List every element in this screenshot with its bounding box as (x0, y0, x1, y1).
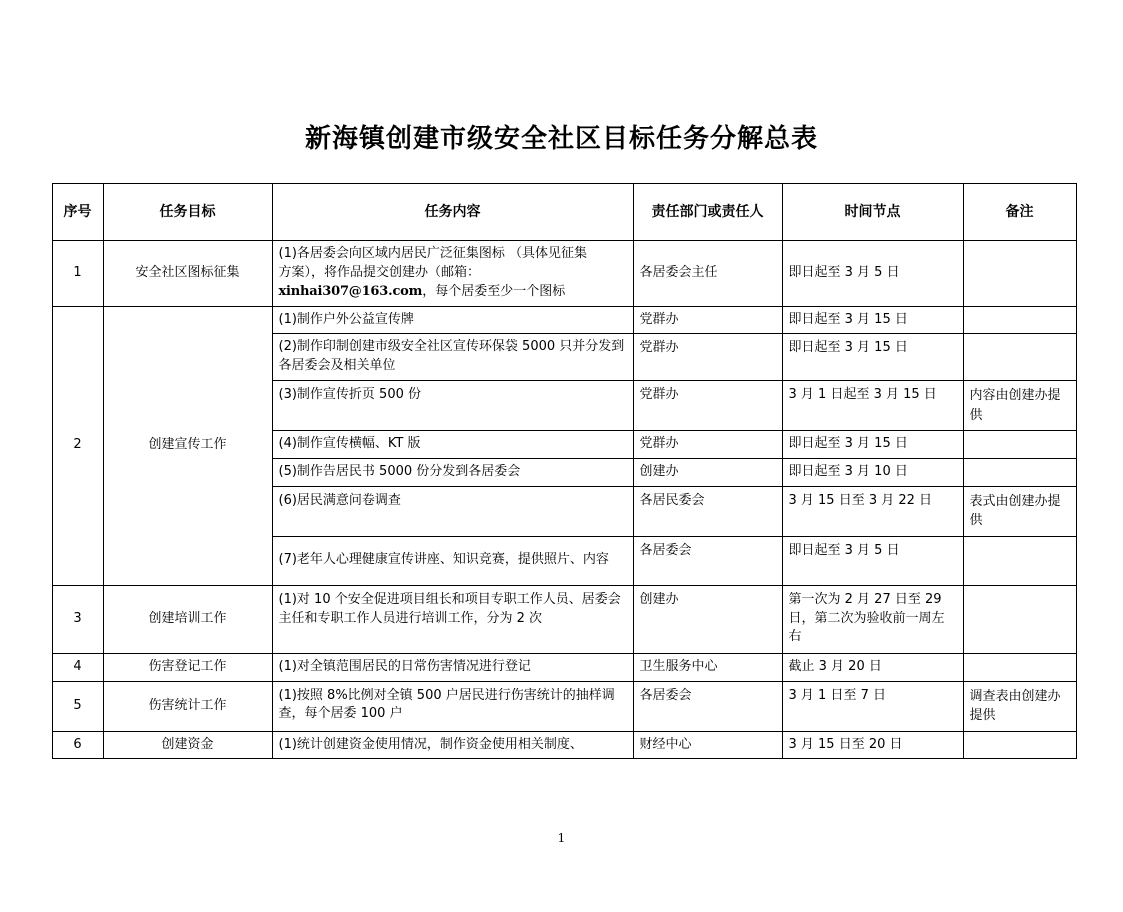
cell-time: 3 月 15 日至 20 日 (782, 731, 963, 759)
cell-time: 即日起至 3 月 5 日 (782, 241, 963, 307)
cell-note (963, 653, 1076, 681)
cell-time: 即日起至 3 月 15 日 (782, 431, 963, 459)
cell-seq: 2 (52, 306, 103, 585)
cell-dept: 党群办 (633, 381, 782, 431)
cell-goal: 创建培训工作 (103, 585, 272, 653)
task-breakdown-table (52, 183, 1077, 759)
table-header (52, 184, 1076, 241)
cell-content: (1)按照 8%比例对全镇 500 户居民进行伤害统计的抽样调查，每个居委 100 户 (272, 681, 633, 731)
cell-goal: 伤害统计工作 (103, 681, 272, 731)
column-header-seq: 序号 (52, 184, 103, 241)
cell-content: (1)对 10 个安全促进项目组长和项目专职工作人员、居委会主任和专职工作人员进行培训工作，分为 2 次 (272, 585, 633, 653)
cell-note (963, 306, 1076, 334)
page-number: 1 (557, 831, 566, 845)
cell-time: 即日起至 3 月 15 日 (782, 306, 963, 334)
cell-content (272, 241, 633, 307)
email-text: xinhai307@163.com (278, 283, 423, 299)
cell-seq: 4 (52, 653, 103, 681)
cell-content: (1)制作户外公益宣传牌 (272, 306, 633, 334)
cell-seq: 3 (52, 585, 103, 653)
column-header-goal: 任务目标 (103, 184, 272, 241)
content-line: (1)各居委会向区域内居民广泛征集图标 （具体见征集 (278, 246, 588, 261)
cell-time: 3 月 1 日至 7 日 (782, 681, 963, 731)
cell-time: 即日起至 3 月 5 日 (782, 536, 963, 585)
cell-dept: 各居委会 (633, 536, 782, 585)
cell-goal: 创建宣传工作 (103, 306, 272, 585)
cell-note (963, 334, 1076, 381)
cell-dept: 党群办 (633, 306, 782, 334)
task-table-container (52, 183, 1072, 759)
content-line: 方案），将作品提交创建办（邮箱： (278, 264, 481, 280)
column-header-time: 时间节点 (782, 184, 963, 241)
cell-content: (6)居民满意问卷调查 (272, 486, 633, 536)
table-header-row (52, 184, 1076, 241)
cell-note (963, 585, 1076, 653)
cell-note (963, 241, 1076, 307)
cell-note (963, 458, 1076, 486)
cell-dept: 各居委会主任 (633, 241, 782, 307)
content-line-with-email (279, 283, 627, 302)
cell-note: 内容由创建办提供 (963, 381, 1076, 431)
cell-dept: 创建办 (633, 585, 782, 653)
cell-dept: 党群办 (633, 334, 782, 381)
cell-dept: 创建办 (633, 458, 782, 486)
cell-goal: 安全社区图标征集 (103, 241, 272, 307)
cell-content: (1)统计创建资金使用情况，制作资金使用相关制度、 (272, 731, 633, 759)
cell-time: 即日起至 3 月 15 日 (782, 334, 963, 381)
cell-seq: 5 (52, 681, 103, 731)
cell-content: (1)对全镇范围居民的日常伤害情况进行登记 (272, 653, 633, 681)
cell-note: 调查表由创建办提供 (963, 681, 1076, 731)
cell-time: 3 月 1 日起至 3 月 15 日 (782, 381, 963, 431)
cell-seq: 6 (52, 731, 103, 759)
cell-content: (3)制作宣传折页 500 份 (272, 381, 633, 431)
cell-time: 3 月 15 日至 3 月 22 日 (782, 486, 963, 536)
cell-time: 即日起至 3 月 10 日 (782, 458, 963, 486)
cell-goal: 创建资金 (103, 731, 272, 759)
table-row (52, 653, 1076, 681)
cell-dept: 党群办 (633, 431, 782, 459)
table-row (52, 585, 1076, 653)
cell-seq: 1 (52, 241, 103, 307)
cell-dept: 财经中心 (633, 731, 782, 759)
column-header-note: 备注 (963, 184, 1076, 241)
cell-time: 截止 3 月 20 日 (782, 653, 963, 681)
table-row (52, 241, 1076, 307)
table-body (52, 241, 1076, 759)
cell-content: (5)制作告居民书 5000 份分发到各居委会 (272, 458, 633, 486)
cell-time: 第一次为 2 月 27 日至 29 日，第二次为验收前一周左右 (782, 585, 963, 653)
cell-note (963, 431, 1076, 459)
table-row (52, 681, 1076, 731)
cell-content: (2)制作印制创建市级安全社区宣传环保袋 5000 只并分发到各居委会及相关单位 (272, 334, 633, 381)
cell-dept: 各居委会 (633, 681, 782, 731)
content-line-tail: ，每个居委至少一个图标 (422, 283, 566, 299)
cell-dept: 各居民委会 (633, 486, 782, 536)
table-row (52, 731, 1076, 759)
page-title: 新海镇创建市级安全社区目标任务分解总表 (304, 124, 818, 154)
table-row (52, 306, 1076, 334)
cell-goal: 伤害登记工作 (103, 653, 272, 681)
cell-dept: 卫生服务中心 (633, 653, 782, 681)
cell-content: (7)老年人心理健康宣传讲座、知识竞赛，提供照片、内容 (272, 536, 633, 585)
cell-content: (4)制作宣传横幅、KT 版 (272, 431, 633, 459)
document-page (0, 118, 1123, 912)
column-header-content: 任务内容 (272, 184, 633, 241)
cell-note (963, 731, 1076, 759)
column-header-dept: 责任部门或责任人 (633, 184, 782, 241)
cell-note: 表式由创建办提供 (963, 486, 1076, 536)
cell-note (963, 536, 1076, 585)
